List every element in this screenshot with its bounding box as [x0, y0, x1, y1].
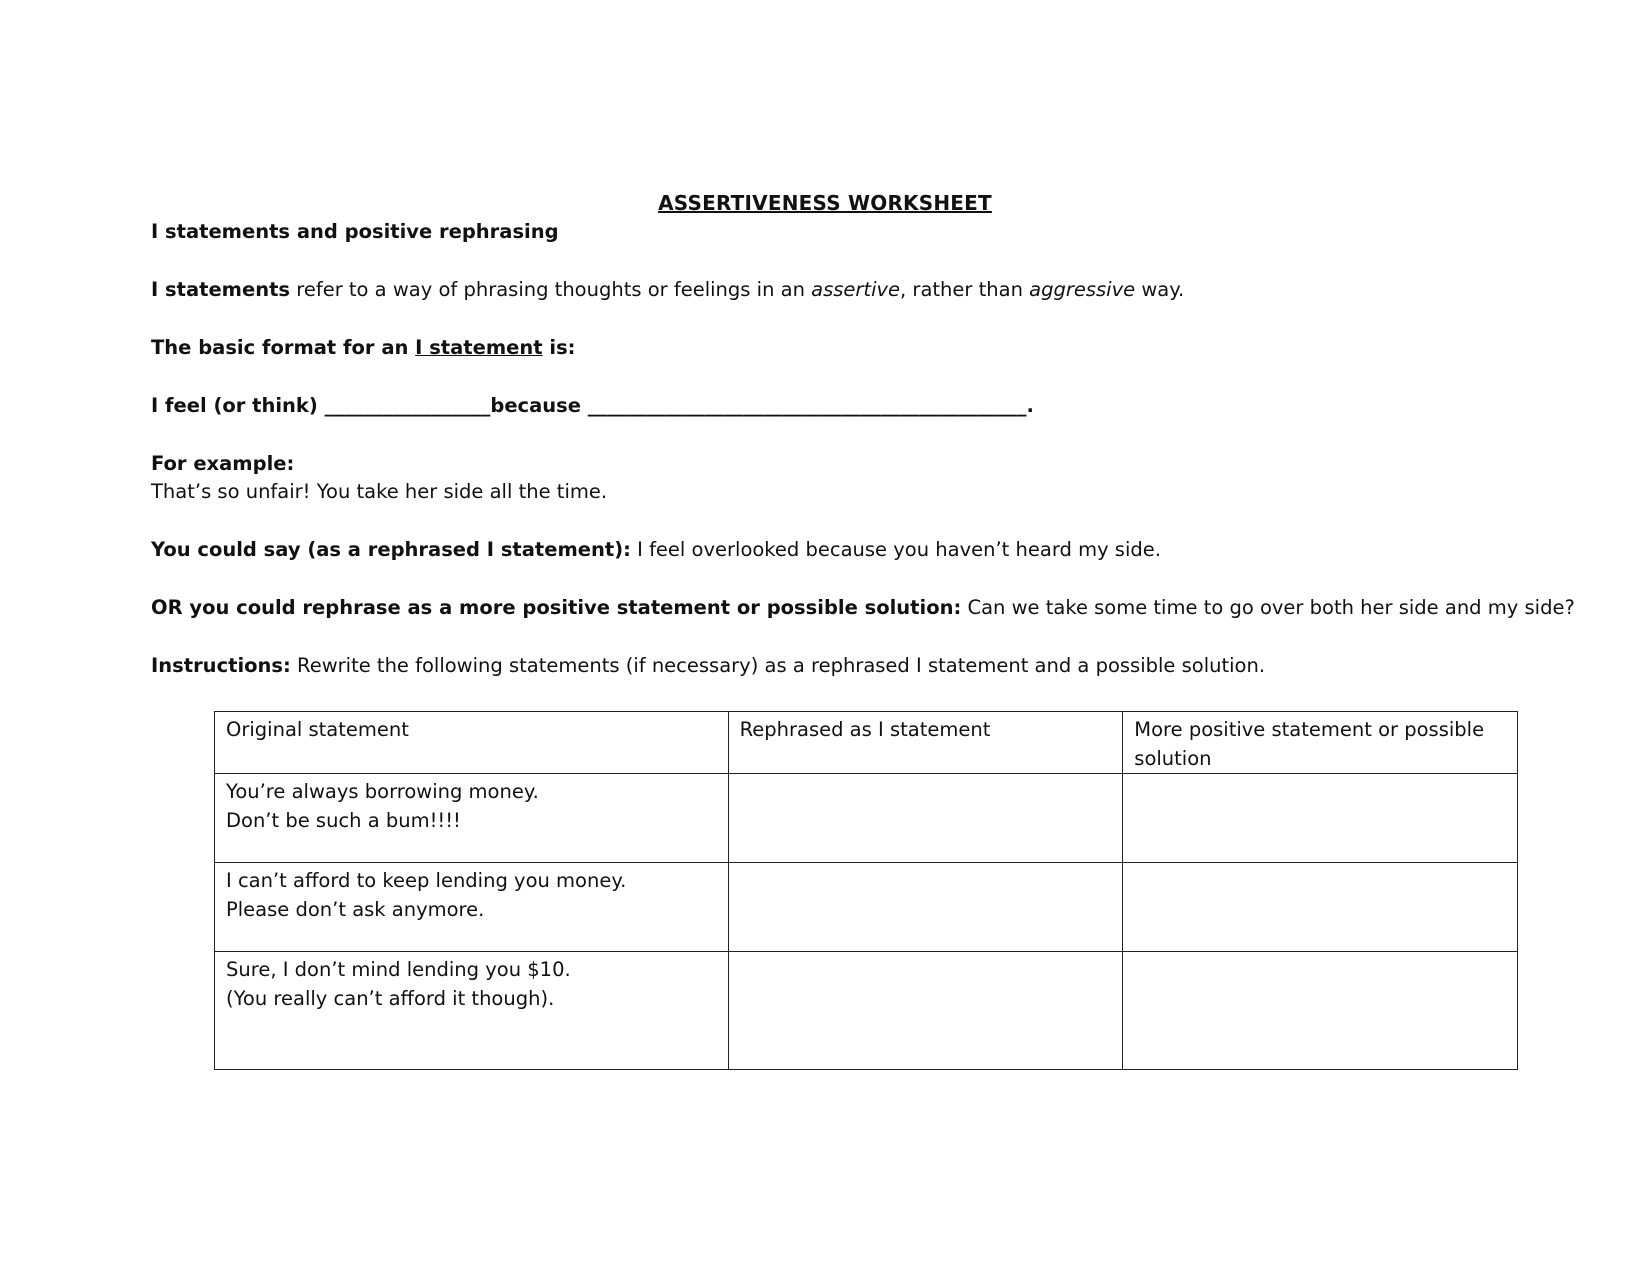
original-statement-line: (You really can’t afford it though). — [226, 987, 555, 1010]
original-statement-line: I can’t afford to keep lending you money. — [226, 869, 627, 892]
original-statement-line: Please don’t ask anymore. — [226, 898, 485, 921]
original-statement-cell — [215, 952, 729, 1070]
worksheet-subtitle: I statements and positive rephrasing — [151, 220, 559, 243]
original-statement-line: Don’t be such a bum!!!! — [226, 809, 461, 832]
format-heading — [151, 334, 575, 362]
rephrased-answer-cell[interactable] — [728, 952, 1123, 1070]
page-title: ASSERTIVENESS WORKSHEET — [658, 191, 992, 215]
positive-answer-cell[interactable] — [1123, 863, 1518, 952]
instructions-text: Rewrite the following statements (if necessary) as a rephrased I statement and a possible solution. — [290, 654, 1266, 677]
header-positive-solution — [1123, 712, 1518, 774]
definition-paragraph — [151, 276, 1184, 304]
header-rephrased: Rephrased as I statement — [728, 712, 1123, 774]
table-row — [215, 774, 1518, 863]
example-label: For example: — [151, 452, 295, 475]
format-template: I feel (or think) _________________because _____________________________________________. — [151, 394, 1034, 417]
positive-answer-cell[interactable] — [1123, 774, 1518, 863]
table-row — [215, 952, 1518, 1070]
format-heading-prefix: The basic format for an — [151, 336, 416, 359]
positive-answer-cell[interactable] — [1123, 952, 1518, 1070]
instructions-paragraph — [151, 652, 1265, 680]
original-statement-line: Sure, I don’t mind lending you $10. — [226, 958, 571, 981]
instructions-label: Instructions: — [151, 654, 291, 677]
definition-text-3: way. — [1135, 278, 1185, 301]
positive-text: Can we take some time to go over both her side and my side? — [961, 596, 1575, 619]
header-positive-line-2: solution — [1134, 747, 1212, 770]
table-row — [215, 863, 1518, 952]
table-header-row — [215, 712, 1518, 774]
definition-word-aggressive: aggressive — [1029, 278, 1136, 301]
definition-text-1: refer to a way of phrasing thoughts or feelings in an — [290, 278, 812, 301]
positive-paragraph — [151, 594, 1575, 622]
definition-text-2: , rather than — [900, 278, 1030, 301]
original-statement-cell — [215, 774, 729, 863]
worksheet-table — [214, 711, 1518, 1070]
original-statement-cell — [215, 863, 729, 952]
original-statement-line: You’re always borrowing money. — [226, 780, 539, 803]
rephrase-text: I feel overlooked because you haven’t heard my side. — [630, 538, 1161, 561]
positive-label: OR you could rephrase as a more positive statement or possible solution: — [151, 596, 962, 619]
header-positive-line-1: More positive statement or possible — [1134, 718, 1485, 741]
definition-term: I statements — [151, 278, 291, 301]
rephrased-answer-cell[interactable] — [728, 863, 1123, 952]
rephrased-answer-cell[interactable] — [728, 774, 1123, 863]
rephrase-paragraph — [151, 536, 1161, 564]
example-text: That’s so unfair! You take her side all the time. — [151, 480, 608, 503]
header-original-statement: Original statement — [215, 712, 729, 774]
format-heading-suffix: is: — [542, 336, 576, 359]
definition-word-assertive: assertive — [811, 278, 901, 301]
format-heading-term: I statement — [415, 336, 543, 359]
rephrase-label: You could say (as a rephrased I statement): — [151, 538, 631, 561]
